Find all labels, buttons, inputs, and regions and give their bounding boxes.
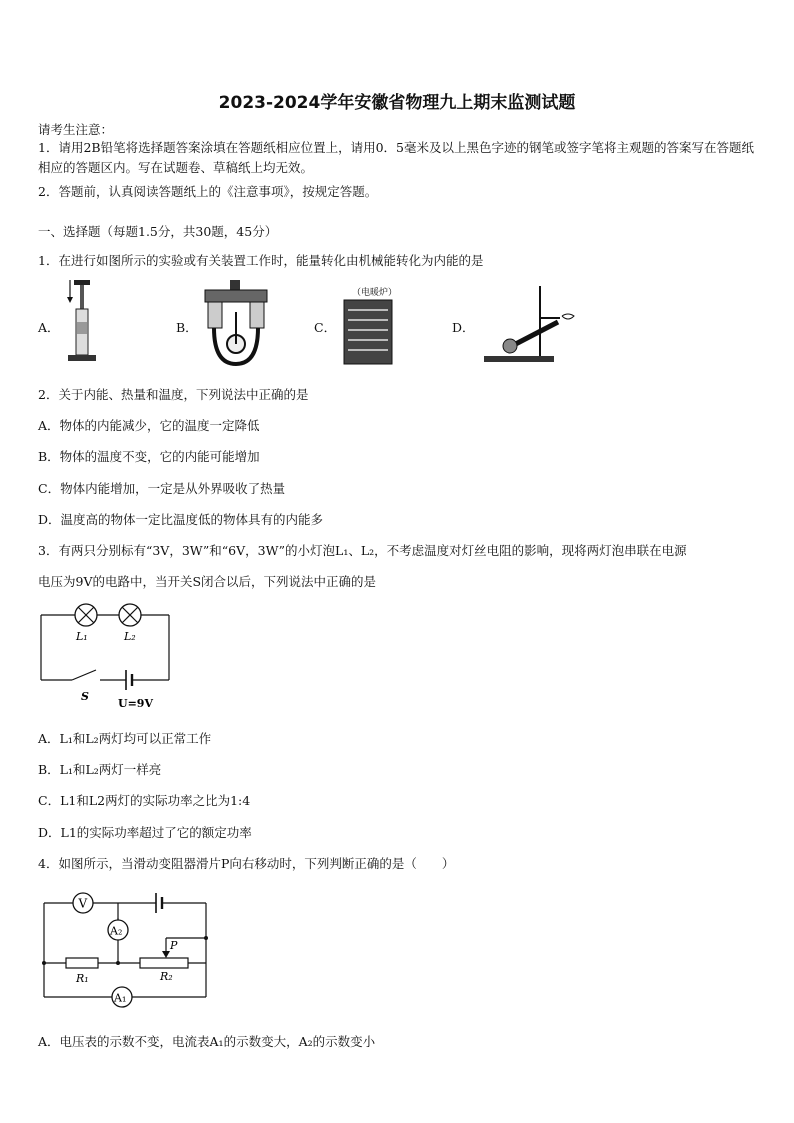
q2-option-d: D．温度高的物体一定比温度低的物体具有的内能多: [38, 512, 324, 527]
lamp-l1-icon: [75, 604, 97, 626]
q3-option-c: C．L1和L2两灯的实际功率之比为1:4: [38, 793, 251, 808]
q4-label-a1: A₁: [114, 991, 127, 1005]
ammeter-a2-icon: [108, 920, 128, 940]
q3-stem-line1: 3．有两只分别标有“3V，3W”和“6V，3W”的小灯泡L₁、L₂，不考虑温度对灯丝电阻的影响，现将两灯泡串联在电源: [38, 543, 687, 558]
q1-option-d-image: [478, 282, 582, 366]
q3-option-d: D．L1的实际功率超过了它的额定功率: [38, 825, 252, 840]
q4-label-r2: R₂: [160, 970, 173, 983]
q1-option-c-image: [338, 296, 398, 368]
q3-circuit-diagram: [38, 600, 178, 712]
q4-option-a: A．电压表的示数不变，电流表A₁的示数变大，A₂的示数变小: [38, 1034, 376, 1049]
q1-option-b-image: [200, 280, 272, 366]
notice-item-2: 2．答题前，认真阅读答题纸上的《注意事项》，按规定答题。: [38, 184, 378, 199]
q3-option-b: B．L₁和L₂两灯一样亮: [38, 762, 162, 777]
ammeter-a1-icon: [112, 987, 132, 1007]
q2-option-c: C．物体内能增加，一定是从外界吸收了热量: [38, 481, 286, 496]
q3-label-l2: L₂: [124, 630, 136, 643]
q4-circuit-diagram: [38, 888, 218, 1012]
q3-label-switch: S: [81, 690, 89, 703]
q2-option-a: A．物体的内能减少，它的温度一定降低: [38, 418, 260, 433]
q2-option-b: B．物体的温度不变，它的内能可能增加: [38, 449, 260, 464]
q4-label-v: V: [78, 896, 88, 911]
notice-item-1: 1．请用2B铅笔将选择题答案涂填在答题纸相应位置上，请用0．5毫米及以上黑色字迹的钢笔或签字笔将主观题的答案写在答题纸相应的答题区内。写在试题卷、草稿纸上均无效。: [38, 140, 754, 175]
q3-option-a: A．L₁和L₂两灯均可以正常工作: [38, 731, 212, 746]
q1-option-c-label: C．: [314, 320, 337, 335]
section-heading: 一、选择题（每题1.5分，共30题，45分）: [38, 224, 278, 239]
q1-option-a-image: [58, 276, 98, 368]
q2-stem: 2．关于内能、热量和温度，下列说法中正确的是: [38, 387, 309, 402]
q4-label-r1: R₁: [76, 972, 89, 985]
q1-option-d-label: D．: [452, 320, 475, 335]
q4-stem: 4．如图所示，当滑动变阻器滑片P向右移动时，下列判断正确的是（ ）: [38, 856, 455, 871]
notice-heading: 请考生注意：: [38, 122, 114, 137]
q3-label-l1: L₁: [76, 630, 88, 643]
page-title: 2023-2024学年安徽省物理九上期末监测试题: [218, 93, 576, 113]
q1-stem: 1．在进行如图所示的实验或有关装置工作时，能量转化由机械能转化为内能的是: [38, 253, 484, 268]
q4-label-p: P: [170, 939, 178, 952]
q3-label-voltage: U=9V: [118, 697, 153, 710]
q1-heater-label: （电暖炉）: [352, 288, 398, 298]
lamp-l2-icon: [119, 604, 141, 626]
q1-option-b-label: B．: [176, 320, 198, 335]
q1-option-a-label: A．: [38, 320, 60, 335]
voltmeter-icon: [73, 893, 93, 913]
q3-stem-line2: 电压为9V的电路中，当开关S闭合以后，下列说法中正确的是: [38, 574, 377, 589]
q4-label-a2: A₂: [110, 924, 123, 938]
